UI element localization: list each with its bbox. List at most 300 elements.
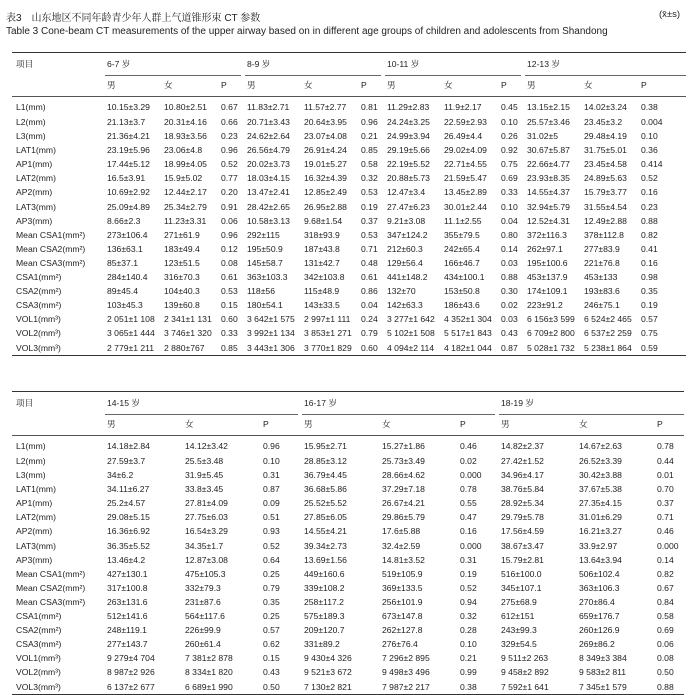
- cell-male: 36.79±4.45: [304, 470, 347, 481]
- table-row: [12, 482, 684, 496]
- cell-p-value: 0.21: [460, 653, 477, 664]
- cell-female: 26.52±3.39: [579, 456, 622, 466]
- cell-male: 7 592±1 641: [499, 680, 577, 695]
- cell-female: 27.81±4.09: [185, 498, 228, 509]
- row-label: LAT2(mm): [16, 512, 56, 523]
- cell-p-value: 0.414: [641, 159, 663, 170]
- cell-female: 7 296±2 895: [382, 653, 430, 664]
- cell-p-value: 0.44: [657, 456, 674, 466]
- cell-p-value: 0.32: [460, 611, 477, 622]
- cell-p-value: 0.19: [641, 300, 658, 311]
- cell-female: 32.4±2.59: [382, 540, 421, 551]
- cell-female: 21.59±5.47: [444, 173, 487, 184]
- cell-female: 226±99.9: [185, 625, 221, 636]
- cell-p-value: 0.86: [361, 286, 378, 297]
- cell-male: 132±70: [387, 286, 416, 297]
- row-label: VOL3(mm³): [12, 680, 105, 695]
- table-row: [12, 115, 686, 129]
- cell-p-value: 0.28: [460, 625, 477, 636]
- row-label: AP1(mm): [16, 159, 53, 170]
- cell-female: 5 238±1 864: [582, 341, 639, 356]
- cell-male: 20.88±5.73: [387, 173, 430, 184]
- cell-p-value: 0.87: [499, 341, 521, 356]
- cell-p-value: 0.69: [501, 173, 518, 184]
- cell-female: 270±86.4: [579, 596, 615, 607]
- cell-male: 118±56: [247, 286, 275, 297]
- cell-male: 25.52±5.52: [304, 498, 347, 509]
- cell-male: 9.21±3.08: [387, 215, 426, 226]
- cell-p-value: 0.88: [641, 215, 658, 226]
- cell-female: 475±105.3: [185, 568, 226, 579]
- cell-male: 10.15±3.29: [105, 97, 162, 116]
- cell-p-value: 0.52: [460, 582, 477, 593]
- cell-female: 434±100.1: [444, 272, 485, 283]
- subheader-male: 男: [107, 419, 116, 429]
- cell-p-value: 0.96: [261, 436, 298, 455]
- cell-p-value: 0.78: [655, 436, 684, 455]
- cell-male: 23.19±5.96: [107, 145, 150, 156]
- cell-male: 10.58±3.13: [247, 215, 290, 226]
- group-header: 18-19 岁: [499, 392, 684, 415]
- row-label: Mean CSA2(mm²): [16, 582, 86, 593]
- cell-female: 271±61.9: [164, 229, 200, 240]
- table-row: [12, 436, 684, 455]
- table-row: [12, 270, 686, 284]
- cell-p-value: 0.06: [221, 215, 238, 226]
- cell-male: 3 277±1 642: [387, 314, 435, 325]
- cell-female: 30.01±2.44: [444, 201, 487, 212]
- row-label: Mean CSA1(mm²): [16, 568, 86, 579]
- cell-p-value: 0.60: [359, 341, 381, 356]
- cell-female: 2 341±1 131: [164, 314, 212, 325]
- cell-female: 12.49±2.88: [584, 215, 627, 226]
- cell-male: 9 511±2 263: [501, 653, 549, 664]
- row-label: LAT3(mm): [16, 201, 56, 212]
- cell-male: 24.24±3.25: [387, 117, 430, 127]
- cell-male: 16.36±6.92: [107, 526, 150, 537]
- cell-female: 369±133.5: [382, 582, 423, 593]
- cell-p-value: 0.01: [657, 470, 674, 481]
- subheader-female: 女: [185, 419, 194, 429]
- cell-female: 221±76.8: [584, 257, 620, 268]
- cell-male: 11.83±2.71: [245, 97, 302, 116]
- cell-female: 18.99±4.05: [164, 159, 207, 170]
- cell-male: 284±140.4: [107, 272, 148, 283]
- cell-female: 27.75±6.03: [185, 512, 228, 523]
- cell-female: 14.81±3.52: [382, 554, 425, 565]
- cell-male: 516±100.0: [501, 568, 542, 579]
- cell-female: 15.27±1.86: [380, 436, 458, 455]
- cell-female: 13.45±2.89: [444, 187, 487, 198]
- cell-female: 378±112.8: [584, 229, 624, 240]
- cell-male: 30.67±5.87: [527, 145, 570, 156]
- cell-p-value: 0.10: [263, 456, 280, 466]
- table-row: [12, 524, 684, 538]
- cell-female: 3 853±1 271: [304, 328, 352, 339]
- cell-p-value: 0.14: [657, 554, 674, 565]
- cell-female: 316±70.3: [164, 272, 200, 283]
- row-label: AP3(mm): [16, 554, 53, 565]
- cell-p-value: 0.35: [641, 286, 658, 297]
- cell-p-value: 0.94: [460, 596, 477, 607]
- table-row: [12, 228, 686, 242]
- cell-male: 180±54.1: [247, 300, 283, 311]
- table-row: [12, 242, 686, 256]
- cell-female: 18.93±3.56: [164, 131, 207, 142]
- cell-p-value: 0.71: [361, 243, 378, 254]
- cell-female: 37.29±7.18: [382, 484, 425, 495]
- cell-p-value: 0.04: [501, 215, 518, 226]
- cell-male: 38.76±5.84: [501, 484, 544, 495]
- cell-female: 23.45±3.2: [584, 117, 623, 127]
- cell-p-value: 0.004: [641, 117, 663, 127]
- cell-p-value: 0.80: [501, 229, 518, 240]
- table-row: [12, 326, 686, 340]
- cell-female: 26.91±4.24: [304, 145, 347, 156]
- table-row: [12, 312, 686, 326]
- cell-p-value: 0.45: [499, 97, 521, 116]
- cell-p-value: 0.51: [263, 512, 280, 523]
- cell-female: 3 770±1 829: [302, 341, 359, 356]
- cell-p-value: 0.08: [221, 257, 238, 268]
- row-label: CSA2(mm²): [16, 286, 62, 297]
- subheader-p: P: [221, 80, 227, 90]
- cell-female: 11.1±2.55: [444, 215, 482, 226]
- cell-male: 85±37.1: [107, 257, 139, 268]
- cell-p-value: 0.55: [460, 498, 477, 509]
- cell-female: 355±79.5: [444, 229, 480, 240]
- cell-male: 26.56±4.79: [247, 145, 290, 156]
- cell-female: 332±79.3: [185, 582, 221, 593]
- cell-male: 21.36±4.21: [107, 131, 150, 142]
- subheader-female: 女: [579, 419, 588, 429]
- cell-p-value: 0.48: [361, 257, 378, 268]
- cell-p-value: 0.08: [657, 653, 674, 664]
- cell-female: 16.32±4.39: [304, 173, 347, 184]
- cell-male: 25.57±3.46: [527, 117, 570, 127]
- cell-male: 38.67±3.47: [501, 540, 544, 551]
- cell-p-value: 0.03: [501, 257, 518, 268]
- cell-female: 115±48.9: [304, 286, 340, 297]
- cell-female: 29.86±5.79: [382, 512, 425, 523]
- row-label: AP1(mm): [16, 498, 53, 509]
- cell-female: 16.54±3.29: [185, 526, 228, 537]
- cell-p-value: 0.69: [657, 625, 674, 636]
- cell-male: 34.11±6.27: [107, 484, 150, 495]
- subheader-female: 女: [382, 419, 391, 429]
- cell-male: 612±151: [501, 611, 535, 622]
- cell-male: 347±124.2: [387, 229, 428, 240]
- cell-female: 2 997±1 111: [304, 314, 351, 325]
- subheader-male: 男: [501, 419, 510, 429]
- cell-male: 4 094±2 114: [385, 341, 442, 356]
- cell-male: 28.85±3.12: [304, 456, 347, 466]
- cell-female: 4 352±1 304: [444, 314, 492, 325]
- cell-female: 26.49±4.4: [444, 131, 483, 142]
- cell-p-value: 0.52: [641, 173, 658, 184]
- cell-female: 22.59±2.93: [444, 117, 487, 127]
- cell-male: 262±97.1: [527, 243, 563, 254]
- subheader-female: 女: [304, 80, 313, 90]
- cell-p-value: 0.03: [501, 314, 518, 325]
- cell-male: 223±91.2: [527, 300, 563, 311]
- cell-female: 17.6±5.88: [382, 526, 421, 537]
- cell-p-value: 0.85: [361, 145, 378, 156]
- cell-p-value: 0.26: [501, 131, 518, 142]
- cell-p-value: 0.81: [359, 97, 381, 116]
- cell-female: 20.64±3.95: [304, 117, 347, 127]
- cell-p-value: 0.92: [501, 145, 518, 156]
- cell-male: 9 458±2 892: [501, 667, 549, 678]
- cell-male: 263±131.6: [107, 596, 148, 607]
- cell-p-value: 0.91: [221, 201, 238, 212]
- cell-p-value: 0.66: [221, 117, 238, 127]
- cell-male: 6 156±3 599: [527, 314, 575, 325]
- subheader-p: P: [657, 419, 663, 429]
- row-label: CSA2(mm²): [16, 625, 62, 636]
- cell-female: 260±126.9: [579, 625, 620, 636]
- cell-female: 11.23±3.31: [164, 215, 207, 226]
- item-header: 项目: [12, 53, 105, 76]
- cell-male: 15.79±2.81: [501, 554, 544, 565]
- table-row: [12, 496, 684, 510]
- table-row: [12, 665, 684, 679]
- cell-p-value: 0.000: [460, 540, 482, 551]
- cell-female: 276±76.4: [382, 639, 418, 650]
- cell-male: 10.69±2.92: [107, 187, 150, 198]
- cell-male: 345±107.1: [501, 582, 542, 593]
- subheader-blank: [12, 415, 105, 436]
- cell-male: 7 130±2 821: [302, 680, 380, 695]
- cell-male: 258±117.2: [304, 596, 344, 607]
- cell-female: 25.34±2.79: [164, 201, 207, 212]
- cell-male: 22.19±5.52: [387, 159, 430, 170]
- cell-female: 23.06±4.8: [164, 145, 203, 156]
- cell-female: 22.71±4.55: [444, 159, 487, 170]
- cell-p-value: 0.25: [263, 611, 280, 622]
- cell-male: 339±108.2: [304, 582, 345, 593]
- table-row: [12, 298, 686, 312]
- cell-male: 27.85±6.05: [304, 512, 347, 523]
- cell-p-value: 0.61: [361, 272, 378, 283]
- cell-p-value: 0.10: [641, 131, 658, 142]
- cell-female: 4 182±1 044: [442, 341, 499, 356]
- cell-p-value: 0.16: [641, 187, 658, 198]
- cell-p-value: 0.53: [361, 187, 378, 198]
- cell-male: 21.13±3.7: [107, 117, 146, 127]
- cell-female: 37.67±5.38: [579, 484, 622, 495]
- cell-male: 372±116.3: [527, 229, 567, 240]
- cell-p-value: 0.16: [460, 526, 477, 537]
- cell-p-value: 0.52: [221, 159, 238, 170]
- table-row: [12, 623, 684, 637]
- cell-male: 11.29±2.83: [385, 97, 442, 116]
- cell-female: 123±51.5: [164, 257, 200, 268]
- cell-female: 23.07±4.08: [304, 131, 347, 142]
- cell-male: 29.19±5.66: [387, 145, 430, 156]
- cell-p-value: 0.70: [657, 484, 674, 495]
- cell-p-value: 0.67: [657, 582, 674, 593]
- cell-male: 17.56±4.59: [501, 526, 544, 537]
- cell-p-value: 0.32: [361, 173, 378, 184]
- cell-female: 246±75.1: [584, 300, 620, 311]
- row-label: VOL2(mm³): [16, 328, 61, 339]
- cell-p-value: 0.33: [221, 328, 238, 339]
- cell-male: 12.52±4.31: [527, 215, 570, 226]
- subheader-p: P: [263, 419, 269, 429]
- cell-female: 519±105.9: [382, 568, 423, 579]
- cell-male: 6 709±2 800: [527, 328, 575, 339]
- cell-male: 36.35±5.52: [107, 540, 150, 551]
- cell-male: 17.44±5.12: [107, 159, 150, 170]
- cell-male: 2 779±1 211: [105, 341, 162, 356]
- cell-female: 187±43.8: [304, 243, 340, 254]
- cell-female: 506±102.4: [579, 568, 620, 579]
- cell-male: 12.47±3.4: [387, 187, 426, 198]
- cell-male: 248±119.1: [107, 625, 147, 636]
- cell-female: 453±133: [584, 272, 618, 283]
- table-row: [12, 200, 686, 214]
- cell-female: 13.64±3.94: [579, 554, 622, 565]
- cell-male: 14.82±2.37: [499, 436, 577, 455]
- table-row: [12, 581, 684, 595]
- group-header: 16-17 岁: [302, 392, 495, 415]
- cell-male: 29.79±5.78: [501, 512, 544, 523]
- table-row: [12, 539, 684, 553]
- cell-p-value: 0.35: [263, 596, 280, 607]
- cell-female: 14.67±2.63: [577, 436, 655, 455]
- cell-female: 10.80±2.51: [162, 97, 219, 116]
- subheader-blank: [12, 76, 105, 97]
- cell-female: 16.21±3.27: [579, 526, 622, 537]
- cell-p-value: 0.58: [657, 611, 674, 622]
- cell-female: 6 689±1 990: [183, 680, 261, 695]
- cell-p-value: 0.19: [361, 201, 378, 212]
- cell-male: 13.47±2.41: [247, 187, 290, 198]
- cell-female: 9.68±1.54: [304, 215, 343, 226]
- cell-female: 15.9±5.02: [164, 173, 203, 184]
- cell-male: 14.55±4.21: [304, 526, 347, 537]
- row-label: L2(mm): [16, 117, 46, 127]
- cell-p-value: 0.96: [361, 117, 378, 127]
- cell-p-value: 0.43: [263, 667, 280, 678]
- cell-p-value: 0.85: [219, 341, 241, 356]
- cell-female: 25.73±3.49: [382, 456, 425, 466]
- cell-p-value: 0.47: [460, 512, 477, 523]
- cell-p-value: 0.30: [501, 286, 518, 297]
- cell-female: 193±83.6: [584, 286, 620, 297]
- cell-female: 7 381±2 878: [185, 653, 233, 664]
- row-label: AP2(mm): [16, 187, 53, 198]
- cell-female: 6 537±2 259: [584, 328, 632, 339]
- row-label: VOL2(mm³): [16, 667, 61, 678]
- row-label: L1(mm): [12, 436, 105, 455]
- cell-female: 143±33.5: [304, 300, 340, 311]
- cell-p-value: 0.57: [641, 314, 658, 325]
- cell-female: 318±93.9: [304, 229, 340, 240]
- cell-male: 8 987±2 926: [107, 667, 155, 678]
- subheader-female: 女: [164, 80, 173, 90]
- row-label: CSA1(mm²): [16, 611, 62, 622]
- cell-p-value: 0.93: [263, 526, 280, 537]
- table-row: [12, 129, 686, 143]
- row-label: VOL1(mm³): [16, 314, 61, 325]
- cell-female: 12.87±3.08: [185, 554, 228, 565]
- cell-male: 212±60.3: [387, 243, 423, 254]
- cell-female: 30.42±3.88: [579, 470, 622, 481]
- cell-female: 131±42.7: [304, 257, 340, 268]
- table-row: [12, 256, 686, 270]
- cell-female: 139±60.8: [164, 300, 200, 311]
- cell-p-value: 0.38: [639, 97, 686, 116]
- cell-p-value: 0.82: [641, 229, 658, 240]
- cell-female: 31.9±5.45: [185, 470, 224, 481]
- cell-female: 186±43.6: [444, 300, 480, 311]
- cell-p-value: 0.57: [263, 625, 280, 636]
- row-label: Mean CSA1(mm²): [16, 229, 86, 240]
- cell-p-value: 0.78: [460, 484, 477, 495]
- cell-p-value: 0.20: [221, 187, 238, 198]
- cell-female: 15.79±3.77: [584, 187, 627, 198]
- row-label: LAT1(mm): [16, 145, 56, 156]
- cell-p-value: 0.31: [460, 554, 477, 565]
- row-label: L3(mm): [16, 131, 46, 142]
- cell-p-value: 0.16: [641, 257, 658, 268]
- cell-male: 18.03±4.15: [247, 173, 290, 184]
- cell-female: 104±40.3: [164, 286, 200, 297]
- cell-female: 166±46.7: [444, 257, 480, 268]
- cell-male: 9 430±4 326: [304, 653, 352, 664]
- cell-p-value: 0.46: [657, 526, 674, 537]
- cell-male: 15.95±2.71: [302, 436, 380, 455]
- cell-p-value: 0.06: [657, 639, 674, 650]
- cell-p-value: 0.59: [639, 341, 686, 356]
- table-row: [12, 171, 686, 185]
- row-label: AP3(mm): [16, 215, 53, 226]
- cell-female: 25.5±3.48: [185, 456, 224, 466]
- cell-p-value: 0.53: [361, 229, 378, 240]
- cell-male: 3 065±1 444: [107, 328, 155, 339]
- cell-male: 28.92±5.34: [501, 498, 544, 509]
- cell-male: 6 137±2 677: [105, 680, 183, 695]
- cell-female: 23.45±4.58: [584, 159, 627, 170]
- row-label: LAT1(mm): [16, 484, 56, 495]
- cell-p-value: 0.88: [655, 680, 684, 695]
- subheader-male: 男: [247, 80, 256, 90]
- cell-male: 317±100.8: [107, 582, 148, 593]
- cell-female: 19.01±5.27: [304, 159, 347, 170]
- row-label: Mean CSA2(mm²): [16, 243, 86, 254]
- cell-p-value: 0.000: [460, 470, 482, 481]
- cell-female: 363±106.3: [579, 582, 620, 593]
- cell-p-value: 0.31: [263, 470, 280, 481]
- cell-p-value: 0.60: [221, 314, 238, 325]
- cell-male: 449±160.6: [304, 568, 345, 579]
- cell-male: 3 992±1 134: [247, 328, 295, 339]
- cell-p-value: 0.10: [501, 201, 518, 212]
- cell-male: 243±99.3: [501, 625, 537, 636]
- cell-p-value: 0.98: [641, 272, 658, 283]
- cell-male: 3 642±1 575: [247, 314, 295, 325]
- cell-p-value: 0.53: [221, 286, 238, 297]
- cell-male: 277±143.7: [107, 639, 148, 650]
- cell-male: 27.47±6.23: [387, 201, 430, 212]
- table-row: [12, 143, 686, 157]
- row-label: Mean CSA3(mm²): [16, 257, 86, 268]
- cell-p-value: 0.41: [641, 243, 658, 254]
- cell-male: 575±189.3: [304, 611, 345, 622]
- cell-male: 129±56.4: [387, 257, 423, 268]
